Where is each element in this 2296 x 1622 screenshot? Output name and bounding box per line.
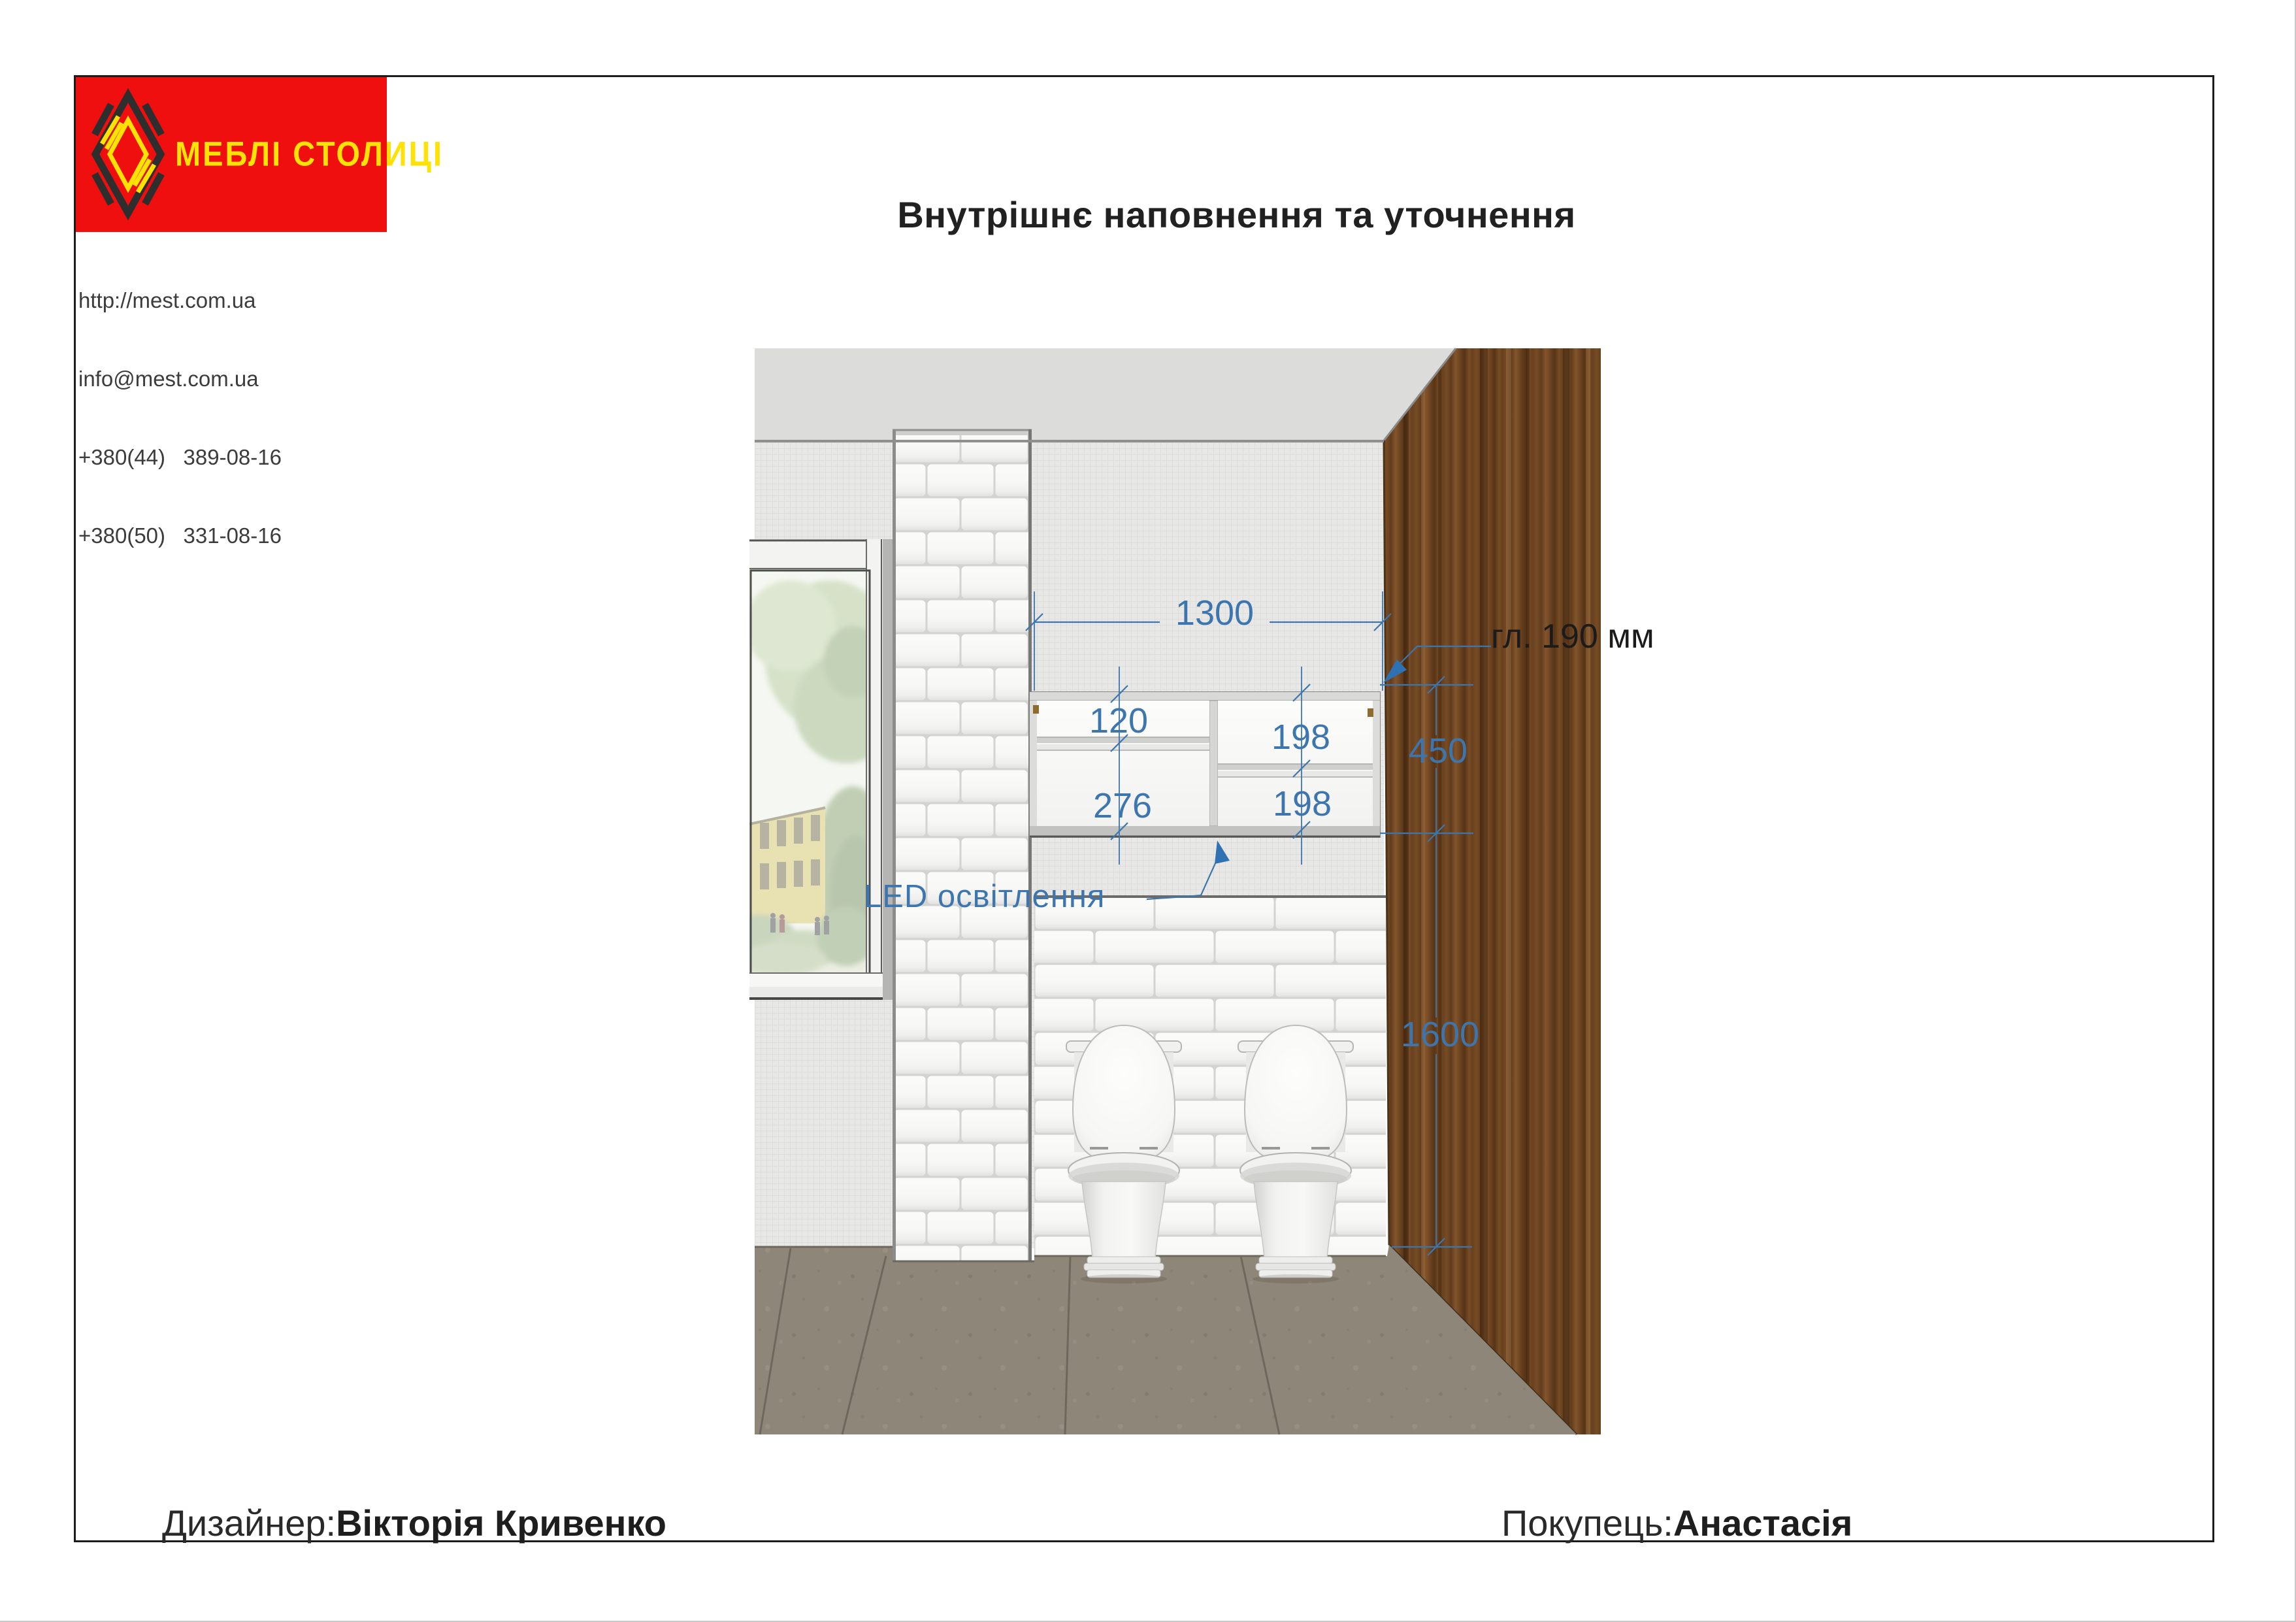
dim-left-top: 120 xyxy=(1089,701,1149,740)
dim-right-top: 198 xyxy=(1271,718,1331,757)
phone-number: +380(50) 331-08-16 xyxy=(78,523,282,548)
website-link[interactable]: http://mest.com.ua xyxy=(78,288,256,312)
contact-block xyxy=(78,235,282,601)
dim-cabinet-height: 450 xyxy=(1408,731,1468,770)
designer-name: Вікторія Кривенко xyxy=(336,1502,666,1544)
buyer-credit xyxy=(1501,1502,1852,1544)
designer-credit xyxy=(162,1502,666,1544)
led-lighting-label: LED освітлення xyxy=(864,879,1106,914)
dim-height-above-floor: 1600 xyxy=(1400,1015,1480,1054)
tiled-column xyxy=(893,429,1032,1261)
ceiling xyxy=(755,348,1456,440)
hinge xyxy=(1033,705,1039,714)
buyer-label: Покупець: xyxy=(1501,1502,1673,1544)
company-logo-icon xyxy=(82,84,174,225)
company-banner xyxy=(76,77,444,232)
depth-note-label: гл. 190 мм xyxy=(1491,618,1654,655)
bathroom-render xyxy=(755,348,1601,1434)
designer-label: Дизайнер: xyxy=(162,1502,336,1544)
dim-left-bottom: 276 xyxy=(1092,786,1153,825)
dim-right-bottom: 198 xyxy=(1272,784,1332,823)
window xyxy=(725,539,898,1000)
email-link[interactable]: info@mest.com.ua xyxy=(78,367,259,391)
page-title: Внутрішнє наповнення та уточнення xyxy=(897,194,1576,235)
hinge xyxy=(1368,708,1373,717)
buyer-name: Анастасія xyxy=(1673,1502,1853,1544)
dim-cabinet-width: 1300 xyxy=(1175,593,1255,633)
phone-number: +380(44) 389-08-16 xyxy=(78,445,282,469)
company-name: МЕБЛІ СТОЛИЦІ xyxy=(175,134,444,173)
